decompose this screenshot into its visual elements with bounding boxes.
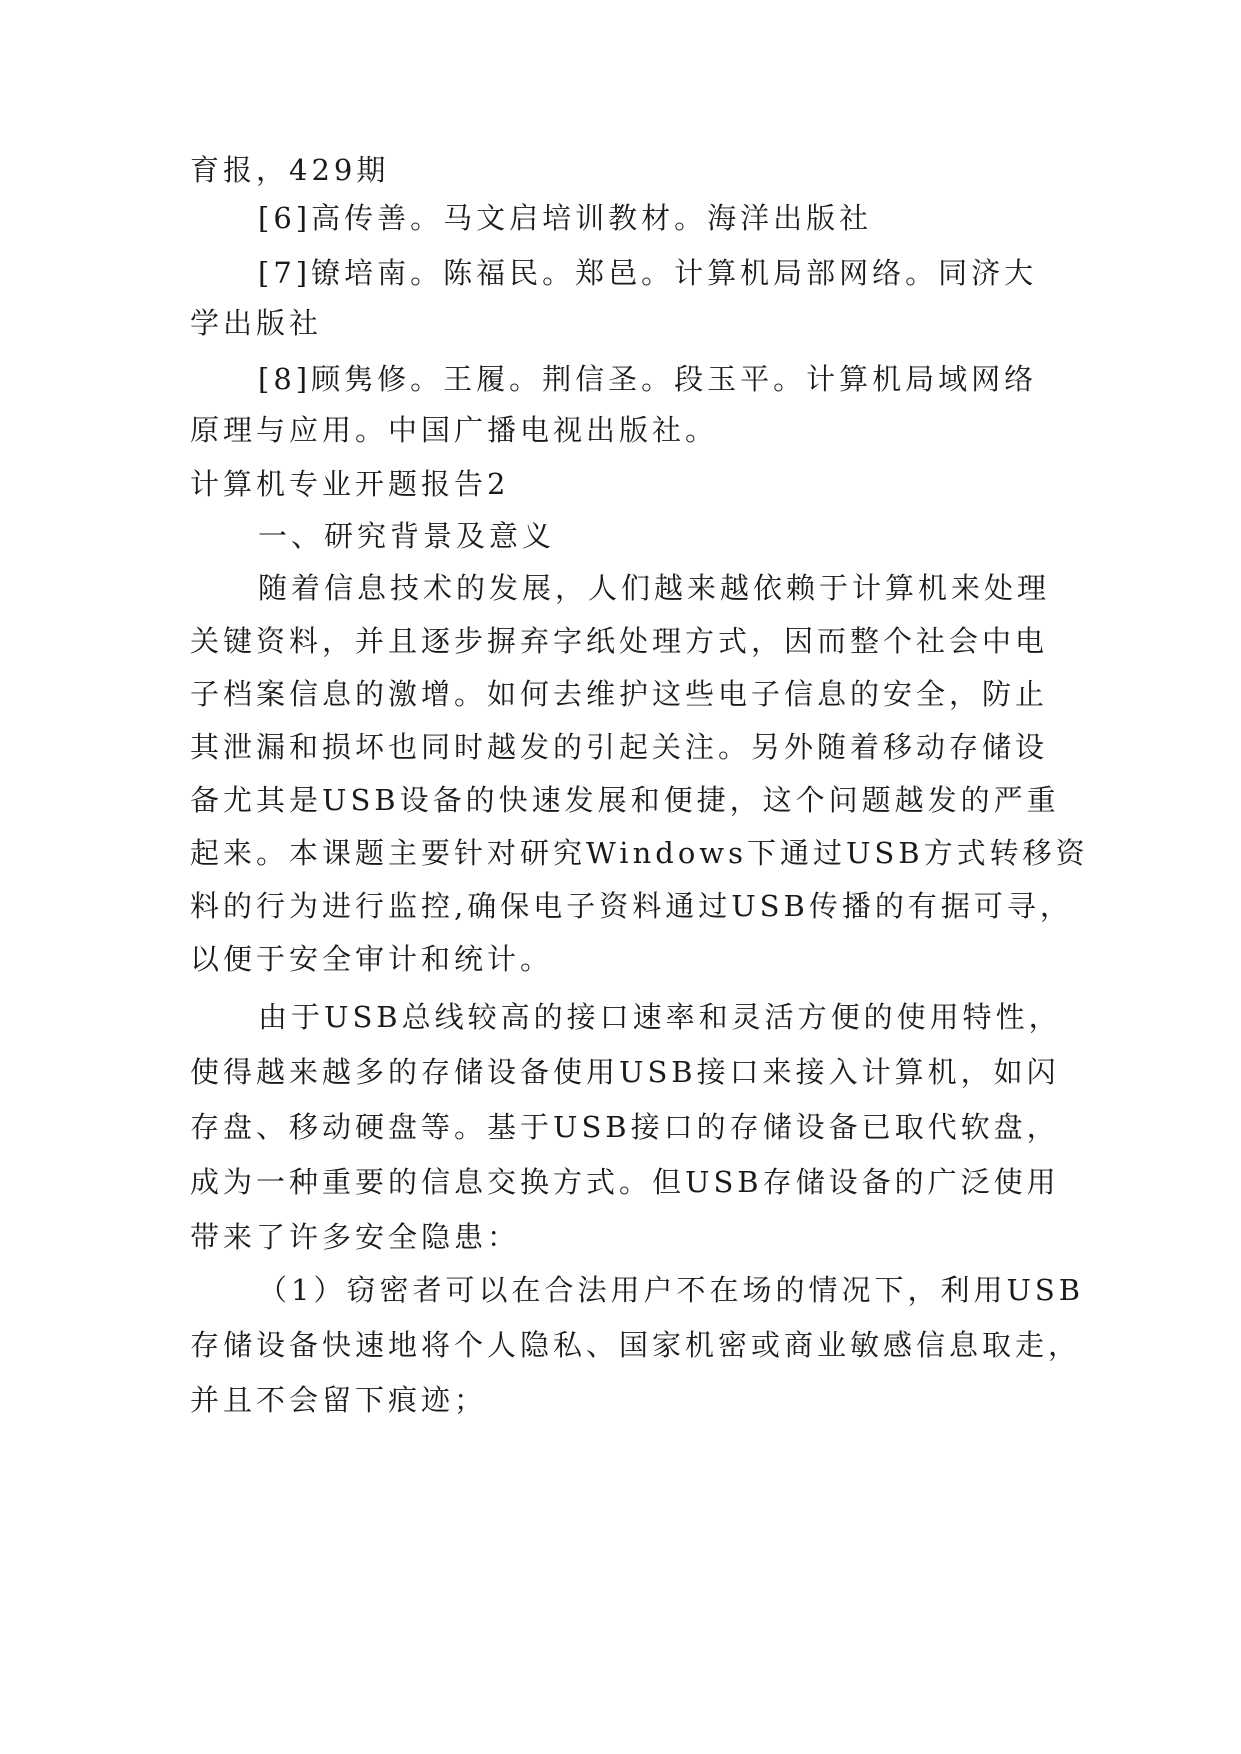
paragraph-2-line: 由于USB总线较高的接口速率和灵活方便的使用特性， — [258, 1000, 1062, 1034]
reference-5-continuation: 育报，429期 — [190, 153, 390, 187]
section-heading: 一、研究背景及意义 — [258, 519, 556, 553]
reference-6: [6]高传善。马文启培训教材。海洋出版社 — [258, 201, 873, 235]
reference-7-line-1: [7]镣培南。陈福民。郑邑。计算机局部网络。同济大 — [258, 256, 1038, 290]
paragraph-2-line: 存盘、移动硬盘等。基于USB接口的存储设备已取代软盘， — [190, 1110, 1060, 1144]
paragraph-2-line: 成为一种重要的信息交换方式。但USB存储设备的广泛使用 — [190, 1165, 1060, 1199]
paragraph-1-line: 子档案信息的激增。如何去维护这些电子信息的安全，防止 — [190, 677, 1049, 711]
paragraph-1-line: 起来。本课题主要针对研究Windows下通过USB方式转移资 — [190, 836, 1089, 870]
paragraph-1-line: 关键资料，并且逐步摒弃字纸处理方式，因而整个社会中电 — [190, 624, 1049, 658]
paragraph-1-line: 备尤其是USB设备的快速发展和便捷，这个问题越发的严重 — [190, 783, 1060, 817]
reference-7-line-2: 学出版社 — [190, 306, 323, 340]
paragraph-1-line: 料的行为进行监控,确保电子资料通过USB传播的有据可寻， — [190, 889, 1073, 923]
reference-8-line-1: [8]顾隽修。王履。荆信圣。段玉平。计算机局域网络 — [258, 362, 1038, 396]
paragraph-3-line: （1）窃密者可以在合法用户不在场的情况下，利用USB — [258, 1273, 1085, 1307]
paragraph-1-line: 以便于安全审计和统计。 — [190, 942, 554, 976]
paragraph-1-line: 其泄漏和损坏也同时越发的引起关注。另外随着移动存储设 — [190, 730, 1049, 764]
paragraph-2-line: 使得越来越多的存储设备使用USB接口来接入计算机，如闪 — [190, 1055, 1060, 1089]
report-title: 计算机专业开题报告2 — [190, 467, 510, 501]
reference-8-line-2: 原理与应用。中国广播电视出版社。 — [190, 413, 719, 447]
paragraph-3-line: 存储设备快速地将个人隐私、国家机密或商业敏感信息取走， — [190, 1328, 1082, 1362]
paragraph-1-line: 随着信息技术的发展，人们越来越依赖于计算机来处理 — [258, 571, 1051, 605]
paragraph-2-line: 带来了许多安全隐患： — [190, 1220, 521, 1254]
paragraph-3-line: 并且不会留下痕迹； — [190, 1383, 488, 1417]
